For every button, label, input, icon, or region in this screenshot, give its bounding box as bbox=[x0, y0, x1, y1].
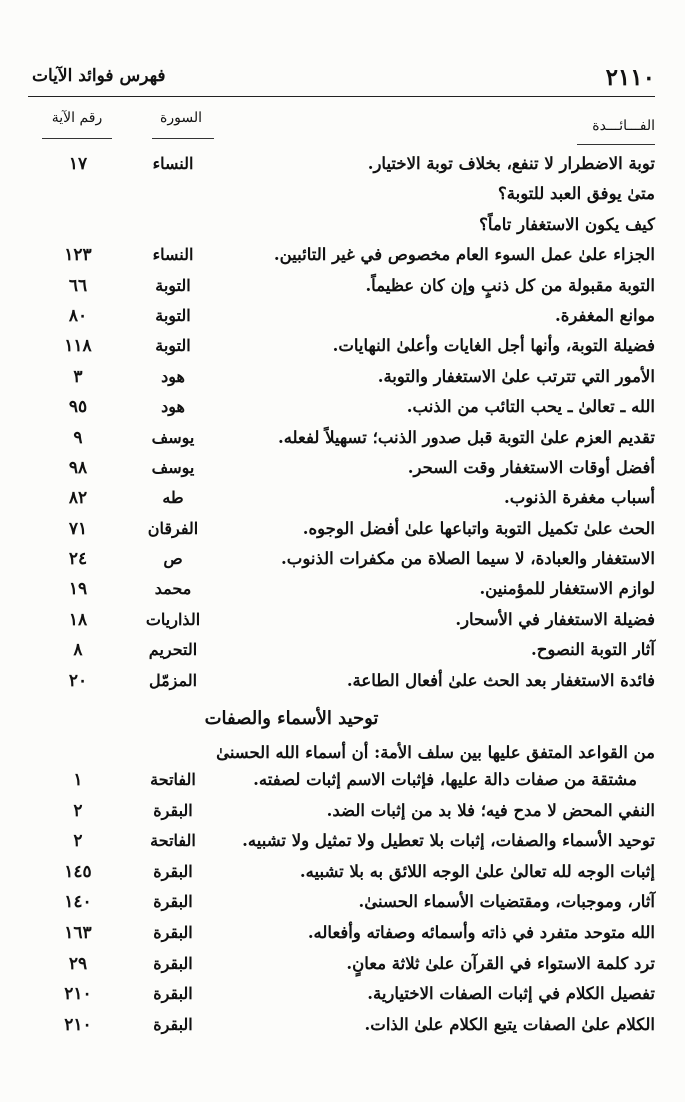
surah-name: التحريم bbox=[148, 640, 198, 660]
index-row bbox=[28, 638, 655, 668]
index-row bbox=[28, 152, 655, 182]
index-row bbox=[28, 921, 655, 952]
ayah-number: ٢ bbox=[73, 831, 83, 852]
index-row bbox=[28, 860, 655, 891]
ayah-underline bbox=[42, 138, 112, 139]
surah-name: طه bbox=[162, 488, 184, 508]
surah-name: البقرة bbox=[153, 984, 193, 1004]
surah-name: الفرقان bbox=[147, 518, 199, 538]
benefit-text: الله ـ تعالىٰ ـ يحب التائب من الذنب. bbox=[406, 397, 655, 417]
surah-name: البقرة bbox=[153, 953, 193, 973]
page-number: ٢١١٠ bbox=[605, 64, 655, 91]
index-row bbox=[28, 669, 655, 699]
benefit-text: الله متوحد متفرد في ذاته وأسمائه وصفاته وأفعاله. bbox=[307, 922, 655, 942]
ayah-number: ١٧ bbox=[68, 154, 88, 174]
surah-name: المزمّل bbox=[148, 670, 198, 690]
benefit-text: آثار، وموجبات، ومقتضيات الأسماء الحسنىٰ. bbox=[358, 892, 655, 912]
index-row bbox=[28, 768, 655, 799]
index-row bbox=[28, 829, 655, 860]
surah-name: البقرة bbox=[153, 800, 193, 820]
column-header-surah: السورة bbox=[160, 110, 202, 126]
surah-name: البقرة bbox=[153, 922, 193, 942]
benefit-text: تقديم العزم علىٰ التوبة قبل صدور الذنب؛ تسهيلاً لفعله. bbox=[277, 427, 655, 447]
benefit-text: فضيلة الاستغفار في الأسحار. bbox=[455, 609, 655, 629]
index-rows bbox=[28, 152, 655, 699]
ayah-number: ١٦٣ bbox=[64, 922, 92, 943]
ayah-number: ١٤٠ bbox=[64, 892, 92, 913]
index-row bbox=[28, 182, 655, 212]
surah-name: هود bbox=[161, 366, 185, 386]
benefit-text: أسباب مغفرة الذنوب. bbox=[504, 488, 655, 508]
benefit-text: إثبات الوجه لله تعالىٰ علىٰ الوجه اللائق به بلا تشبيه. bbox=[299, 861, 655, 881]
benefit-text: موانع المغفرة. bbox=[554, 305, 655, 325]
benefit-text: أفضل أوقات الاستغفار وقت السحر. bbox=[407, 457, 655, 477]
benefit-text: لوازم الاستغفار للمؤمنين. bbox=[479, 579, 655, 599]
ayah-number: ٦٦ bbox=[68, 275, 88, 296]
benefit-text: مشتقة من صفات دالة عليها، فإثبات الاسم إثبات لصفته. bbox=[253, 770, 637, 789]
index-row bbox=[28, 577, 655, 607]
page-header bbox=[28, 62, 655, 97]
section-names-attributes bbox=[28, 708, 655, 1043]
ayah-number: ١١٨ bbox=[64, 336, 92, 357]
surah-name: البقرة bbox=[153, 1014, 193, 1034]
ayah-number: ١٤٥ bbox=[64, 861, 92, 882]
benefit-text: كيف يكون الاستغفار تاماً؟ bbox=[479, 214, 655, 234]
index-row bbox=[28, 365, 655, 395]
ayah-number: ١٢٣ bbox=[64, 245, 92, 266]
benefit-text: تفصيل الكلام في إثبات الصفات الاختيارية. bbox=[367, 984, 655, 1004]
benefit-text: فائدة الاستغفار بعد الحث علىٰ أفعال الطاعة. bbox=[346, 670, 655, 690]
index-row bbox=[28, 395, 655, 425]
surah-underline bbox=[152, 138, 214, 139]
benefit-text: توحيد الأسماء والصفات، إثبات بلا تعطيل ولا تمثيل ولا تشبيه. bbox=[242, 831, 655, 851]
ayah-number: ٢٤ bbox=[68, 549, 88, 570]
benefit-text: الكلام علىٰ الصفات يتبع الكلام علىٰ الذات. bbox=[364, 1014, 655, 1034]
benefit-underline bbox=[577, 144, 655, 145]
surah-name: البقرة bbox=[153, 892, 193, 912]
ayah-number: ٩٨ bbox=[68, 457, 88, 478]
index-row bbox=[28, 334, 655, 364]
index-row bbox=[28, 213, 655, 243]
index-row bbox=[28, 547, 655, 577]
index-row bbox=[28, 952, 655, 983]
ayah-number: ٩ bbox=[73, 427, 83, 448]
benefit-text: ترد كلمة الاستواء في القرآن علىٰ ثلاثة معانٍ. bbox=[346, 953, 655, 973]
index-row bbox=[28, 608, 655, 638]
surah-name: محمد bbox=[154, 579, 192, 599]
section-title: توحيد الأسماء والصفات bbox=[204, 708, 379, 729]
index-row bbox=[28, 1013, 655, 1044]
ayah-number: ١٨ bbox=[68, 609, 88, 630]
benefit-text: الاستغفار والعبادة، لا سيما الصلاة من مكفرات الذنوب. bbox=[281, 549, 655, 569]
index-row bbox=[28, 456, 655, 486]
ayah-number: ٨ bbox=[73, 640, 83, 661]
ayah-number: ٣ bbox=[73, 366, 83, 387]
ayah-number: ٨٢ bbox=[68, 488, 88, 509]
surah-name: التوبة bbox=[155, 275, 191, 295]
surah-name: النساء bbox=[152, 245, 194, 265]
surah-name: النساء bbox=[152, 154, 194, 173]
ayah-number: ٢٠ bbox=[68, 670, 88, 691]
index-row bbox=[28, 304, 655, 334]
benefit-text: الحث علىٰ تكميل التوبة واتباعها علىٰ أفضل الوجوه. bbox=[302, 518, 655, 538]
column-header-ayah: رقم الآية bbox=[51, 110, 103, 126]
index-row bbox=[28, 982, 655, 1013]
ayah-number: ٢١٠ bbox=[64, 984, 92, 1005]
ayah-number: ١ bbox=[73, 770, 83, 790]
surah-name: التوبة bbox=[155, 336, 191, 356]
surah-name: هود bbox=[161, 397, 185, 417]
surah-name: ص bbox=[163, 549, 183, 569]
benefit-text: التوبة مقبولة من كل ذنبٍ وإن كان عظيماً. bbox=[365, 275, 655, 295]
surah-name: الفاتحة bbox=[150, 770, 196, 789]
ayah-number: ٢١٠ bbox=[64, 1014, 92, 1035]
ayah-number: ٢٩ bbox=[68, 953, 88, 974]
section-rows bbox=[28, 768, 655, 1043]
ayah-number: ٢ bbox=[73, 800, 83, 821]
running-title: فهرس فوائد الآيات bbox=[32, 66, 166, 86]
ayah-number: ١٩ bbox=[68, 579, 88, 600]
benefit-text: توبة الاضطرار لا تنفع، بخلاف توبة الاختيار. bbox=[367, 154, 655, 173]
index-row bbox=[28, 890, 655, 921]
surah-name: يوسف bbox=[151, 427, 195, 447]
ayah-number: ٨٠ bbox=[68, 305, 88, 326]
index-row bbox=[28, 799, 655, 830]
surah-name: يوسف bbox=[151, 457, 195, 477]
column-headers bbox=[28, 110, 655, 140]
index-row bbox=[28, 517, 655, 547]
benefit-text: الجزاء علىٰ عمل السوء العام مخصوص في غير التائبين. bbox=[273, 245, 655, 265]
benefit-text: الأمور التي تترتب علىٰ الاستغفار والتوبة. bbox=[377, 366, 655, 386]
benefit-text: النفي المحض لا مدح فيه؛ فلا بد من إثبات الضد. bbox=[326, 800, 655, 820]
index-row bbox=[28, 426, 655, 456]
surah-name: الذاريات bbox=[145, 609, 201, 629]
benefit-text: فضيلة التوبة، وأنها أجل الغايات وأعلىٰ النهايات. bbox=[332, 336, 655, 356]
index-row bbox=[28, 243, 655, 273]
surah-name: الفاتحة bbox=[150, 831, 196, 851]
column-header-benefit: الفـــائـــدة bbox=[592, 118, 655, 134]
benefit-text: آثار التوبة النصوح. bbox=[530, 640, 655, 660]
index-row bbox=[28, 274, 655, 304]
ayah-number: ٧١ bbox=[68, 518, 88, 539]
index-row bbox=[28, 486, 655, 516]
benefit-text: متىٰ يوفق العبد للتوبة؟ bbox=[498, 184, 655, 204]
section-intro-line: من القواعد المتفق عليها بين سلف الأمة: أن أسماء الله الحسنىٰ bbox=[216, 743, 655, 762]
surah-name: التوبة bbox=[155, 305, 191, 325]
ayah-number: ٩٥ bbox=[68, 397, 88, 418]
surah-name: البقرة bbox=[153, 861, 193, 881]
